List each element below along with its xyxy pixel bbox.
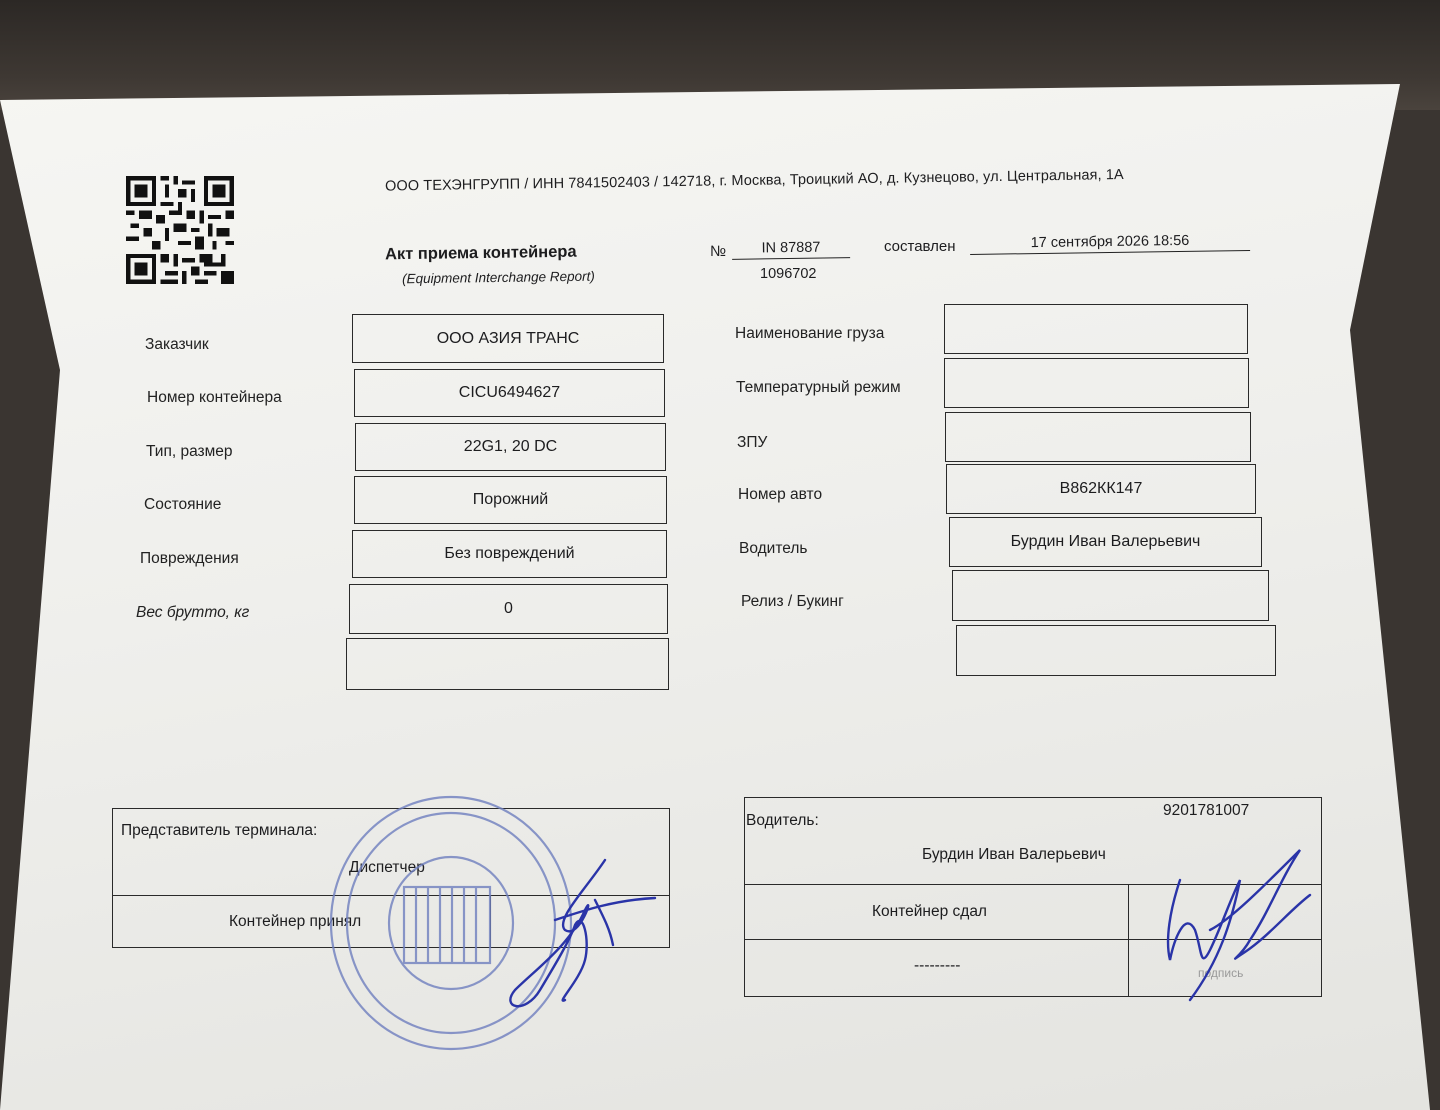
field-label-container-number: Номер контейнера: [147, 389, 282, 406]
field-value-condition: Порожний: [354, 476, 667, 524]
field-value-driver: Бурдин Иван Валерьевич: [949, 517, 1262, 567]
field-label-gross-weight: Вес брутто, кг: [136, 604, 250, 621]
field-label-temperature: Температурный режим: [736, 379, 901, 396]
field-label-type-size: Тип, размер: [146, 443, 233, 460]
field-value-container-number: CICU6494627: [354, 369, 665, 417]
driver-title: Водитель:: [746, 812, 819, 829]
field-value-type-size: 22G1, 20 DC: [355, 423, 666, 471]
signature-hint: подпись: [1198, 966, 1244, 980]
document-title: Акт приема контейнера: [384, 242, 577, 264]
field-label-cargo-name: Наименование груза: [735, 325, 885, 342]
field-value-vehicle-number: В862КК147: [946, 464, 1256, 514]
terminal-representative-title: Представитель терминала:: [121, 822, 318, 839]
driver-phone: 9201781007: [1163, 802, 1250, 819]
field-value-seal: [945, 412, 1251, 462]
container-accepted-label: Контейнер принял: [229, 913, 362, 930]
field-value-release-booking: [952, 570, 1269, 621]
field-label-damage: Повреждения: [140, 550, 239, 567]
terminal-representative-role: Диспетчер: [349, 859, 425, 876]
field-value-empty-right: [956, 625, 1276, 676]
field-label-customer: Заказчик: [145, 336, 209, 353]
field-value-cargo-name: [944, 304, 1248, 354]
field-value-empty-left: [346, 638, 669, 690]
qr-code: [118, 176, 242, 284]
company-header: ООО ТЕХЭНГРУПП / ИНН 7841502403 / 142718, г. Москва, Троицкий АО, д. Кузнецово, ул. Центральная, 1А: [384, 166, 1124, 195]
driver-table-column-divider: [1128, 884, 1129, 997]
field-label-release-booking: Релиз / Букинг: [741, 593, 844, 610]
document-number: IN 87887: [732, 239, 850, 260]
driver-dashes: ---------: [914, 957, 961, 974]
field-value-damage: Без повреждений: [352, 530, 667, 578]
field-label-vehicle-number: Номер авто: [738, 486, 823, 503]
driver-name: Бурдин Иван Валерьевич: [922, 846, 1106, 863]
document-number-sub: 1096702: [760, 266, 817, 282]
field-value-gross-weight: 0: [349, 584, 668, 634]
field-label-driver: Водитель: [739, 540, 808, 557]
field-value-customer: ООО АЗИЯ ТРАНС: [352, 314, 664, 363]
number-sign: №: [710, 243, 727, 260]
composed-label: составлен: [884, 238, 956, 255]
composed-date: 17 сентября 2026 18:56: [970, 232, 1250, 255]
document-subtitle: (Equipment Interchange Report): [401, 268, 595, 287]
field-value-temperature: [944, 358, 1249, 408]
field-label-seal: ЗПУ: [737, 434, 768, 451]
driver-signature: [1150, 840, 1330, 1010]
container-handed-over-label: Контейнер сдал: [872, 903, 987, 920]
field-label-condition: Состояние: [144, 496, 222, 513]
terminal-signature: [495, 850, 675, 1020]
